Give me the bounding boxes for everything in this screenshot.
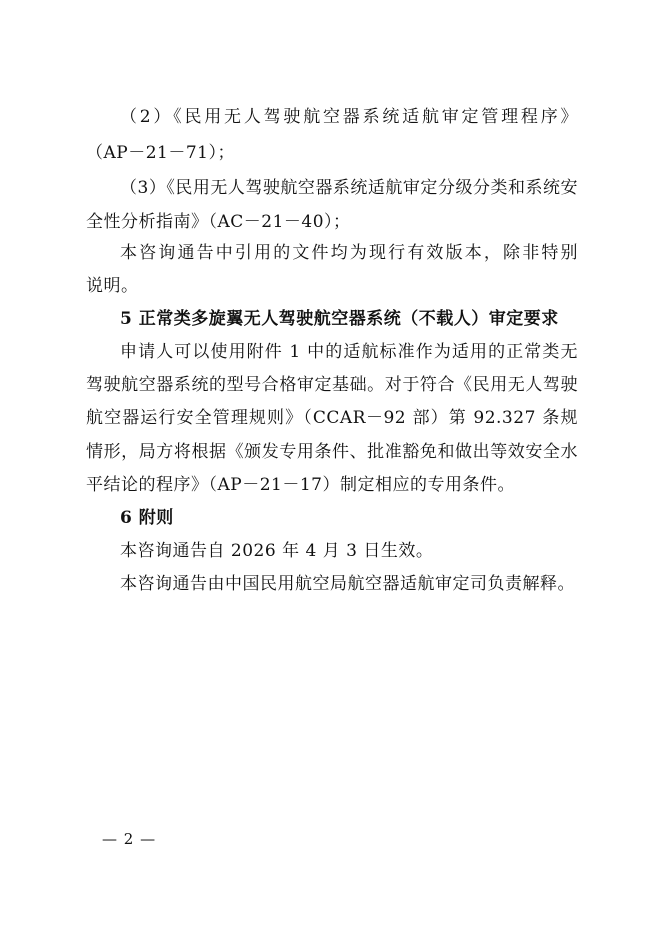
reference-item-2-line-2: （AP－21－71）；: [86, 143, 235, 163]
version-note-line-1: 本咨询通告中引用的文件均为现行有效版本，除非特别: [120, 243, 578, 263]
page-number: — 2 —: [102, 830, 157, 848]
reference-item-2-line-1: （2）《民用无人驾驶航空器系统适航审定管理程序》: [120, 107, 578, 127]
section-5-paragraph-line-5: 平结论的程序》（AP－21－17）制定相应的专用条件。: [86, 475, 515, 495]
section-5-paragraph-line-1: 申请人可以使用附件 1 中的适航标准作为适用的正常类无: [120, 342, 578, 362]
version-note-line-2: 说明。: [86, 276, 139, 296]
section-5-paragraph-line-3: 航空器运行安全管理规则》（CCAR－92 部）第 92.327 条规: [86, 408, 578, 428]
reference-item-3-line-2: 全性分析指南》（AC－21－40）；: [86, 212, 351, 232]
section-5-paragraph-line-4: 情形，局方将根据《颁发专用条件、批准豁免和做出等效安全水: [86, 442, 578, 462]
reference-item-3-line-1: （3）《民用无人驾驶航空器系统适航审定分级分类和系统安: [120, 178, 578, 198]
interpretation-text: 本咨询通告由中国民用航空局航空器适航审定司负责解释。: [120, 574, 575, 594]
section-6-heading: 6 附则: [120, 508, 174, 528]
effective-date-text: 本咨询通告自 2026 年 4 月 3 日生效。: [120, 541, 434, 561]
section-5-paragraph-line-2: 驾驶航空器系统的型号合格审定基础。对于符合《民用无人驾驶: [86, 375, 578, 395]
section-5-heading: 5 正常类多旋翼无人驾驶航空器系统（不载人）审定要求: [120, 309, 559, 329]
